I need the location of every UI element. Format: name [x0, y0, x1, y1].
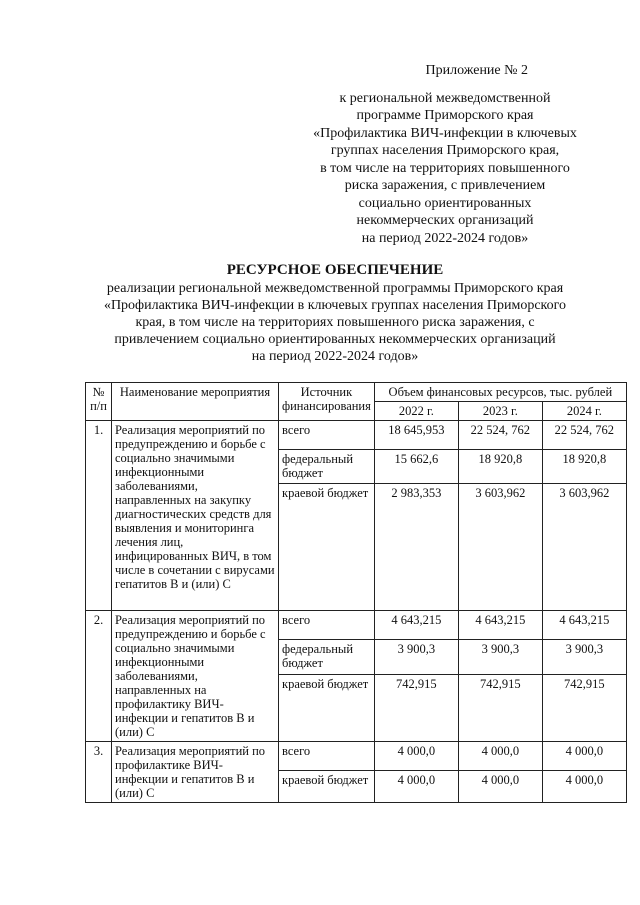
header-finance: Объем финансовых ресурсов, тыс. рублей [374, 383, 626, 402]
value-cell: 4 000,0 [374, 771, 458, 803]
resource-table [85, 382, 627, 803]
row-name: Реализация мероприятий по профилактике ВИЧ-инфекции и гепатитов В и (или) С [112, 742, 279, 803]
appendix-line: социально ориентированных [358, 195, 532, 211]
header-year: 2024 г. [542, 402, 626, 421]
appendix-line: группах населения Приморского края, [330, 143, 560, 158]
value-cell: 18 920,8 [458, 450, 542, 484]
row-source: краевой бюджет [279, 771, 375, 803]
value-cell: 742,915 [374, 675, 458, 742]
document-title: РЕСУРСНОЕ ОБЕСПЕЧЕНИЕ [226, 262, 444, 278]
row-name: Реализация мероприятий по предупреждению и борьбе с социально значимыми инфекционными заболеваниями, направленных на профилактику ВИЧ-инфекции и гепатитов В и (или) С [112, 611, 279, 742]
heading-line: края, в том числе на территориях повышенного риска заражения, с [135, 315, 535, 330]
header-row [86, 383, 627, 402]
row-source: всего [279, 421, 375, 450]
table-row [86, 742, 627, 771]
row-source: краевой бюджет [279, 675, 375, 742]
row-name: Реализация мероприятий по предупреждению и борьбе с социально значимыми инфекционными заболеваниями, направленных на закупку диагностических средств для выявления и мониторинга лечения лиц, инфицированных ВИЧ, в том числе в сочетании с вирусами гепатитов В и (или) С [112, 421, 279, 611]
value-cell: 18 645,953 [374, 421, 458, 450]
header-num: № п/п [86, 383, 112, 421]
value-cell: 3 900,3 [374, 640, 458, 675]
value-cell: 4 000,0 [542, 742, 626, 771]
table-row [86, 421, 627, 450]
appendix-line: к региональной межведомственной [339, 90, 551, 106]
header-source: Источник финансирования [279, 383, 375, 421]
value-cell: 3 603,962 [458, 484, 542, 611]
header-year: 2022 г. [374, 402, 458, 421]
appendix-number: Приложение № 2 [425, 63, 528, 78]
row-source: краевой бюджет [279, 484, 375, 611]
value-cell: 3 900,3 [542, 640, 626, 675]
value-cell: 742,915 [542, 675, 626, 742]
value-cell: 4 643,215 [458, 611, 542, 640]
heading-line: на период 2022-2024 годов» [251, 349, 419, 364]
value-cell: 3 603,962 [542, 484, 626, 611]
value-cell: 2 983,353 [374, 484, 458, 611]
row-source: всего [279, 611, 375, 640]
value-cell: 742,915 [458, 675, 542, 742]
value-cell: 22 524, 762 [542, 421, 626, 450]
table-row [86, 611, 627, 640]
heading-line: «Профилактика ВИЧ-инфекции в ключевых группах населения Приморского [103, 298, 567, 313]
value-cell: 3 900,3 [458, 640, 542, 675]
appendix-line: в том числе на территориях повышенного [320, 160, 570, 176]
value-cell: 4 000,0 [458, 771, 542, 803]
appendix-line: на период 2022-2024 годов» [361, 230, 529, 246]
appendix-line: «Профилактика ВИЧ-инфекции в ключевых [313, 125, 577, 141]
heading-line: реализации региональной межведомственной программы Приморского края [106, 281, 564, 296]
value-cell: 22 524, 762 [458, 421, 542, 450]
document-heading [70, 262, 600, 365]
value-cell: 4 000,0 [374, 742, 458, 771]
row-source: всего [279, 742, 375, 771]
value-cell: 4 000,0 [542, 771, 626, 803]
value-cell: 4 643,215 [542, 611, 626, 640]
row-number: 3. [86, 742, 112, 803]
row-number: 1. [86, 421, 112, 611]
value-cell: 4 643,215 [374, 611, 458, 640]
value-cell: 15 662,6 [374, 450, 458, 484]
heading-line: привлечением социально ориентированных некоммерческих организаций [114, 332, 556, 347]
appendix-block [300, 62, 590, 247]
appendix-line: риска заражения, с привлечением [344, 178, 546, 193]
value-cell: 18 920,8 [542, 450, 626, 484]
appendix-line: некоммерческих организаций [356, 213, 534, 228]
appendix-line: программе Приморского края [356, 108, 534, 123]
header-name: Наименование мероприятия [112, 383, 279, 421]
row-source: федеральный бюджет [279, 450, 375, 484]
header-year: 2023 г. [458, 402, 542, 421]
value-cell: 4 000,0 [458, 742, 542, 771]
row-number: 2. [86, 611, 112, 742]
row-source: федеральный бюджет [279, 640, 375, 675]
